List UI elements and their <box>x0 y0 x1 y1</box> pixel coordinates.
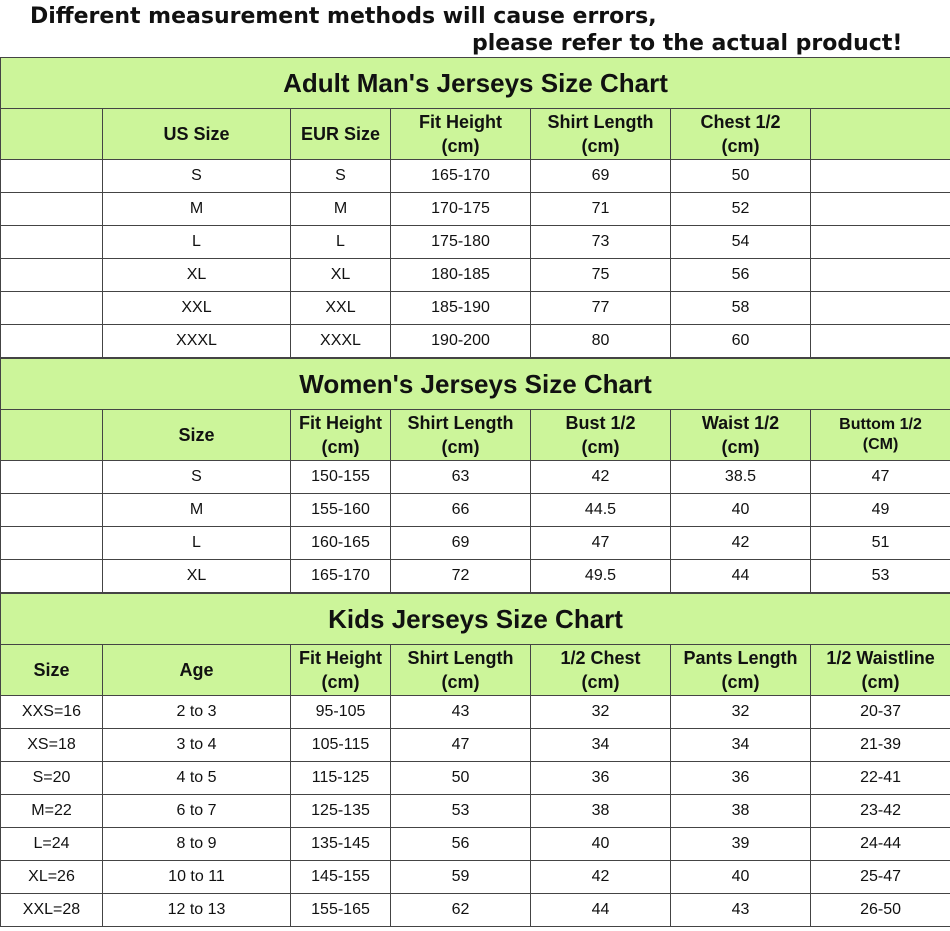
table-cell: 8 to 9 <box>103 828 291 861</box>
table-cell: 180-185 <box>391 259 531 292</box>
table-cell: 170-175 <box>391 193 531 226</box>
table-cell <box>1 560 103 593</box>
table-cell: 105-115 <box>291 729 391 762</box>
table-cell: 42 <box>671 527 811 560</box>
table-cell: 38 <box>531 795 671 828</box>
column-header: 1/2 Chest (cm) <box>531 645 671 696</box>
column-header: Fit Height (cm) <box>291 645 391 696</box>
table-cell: 49.5 <box>531 560 671 593</box>
table-cell: 53 <box>391 795 531 828</box>
table-cell <box>1 461 103 494</box>
header-row <box>1 645 950 696</box>
table-cell <box>811 160 950 193</box>
table-cell: M <box>291 193 391 226</box>
table-cell: 59 <box>391 861 531 894</box>
table-cell: 36 <box>671 762 811 795</box>
women-size-table <box>0 358 950 593</box>
column-header: Chest 1/2 (cm) <box>671 109 811 160</box>
table-cell: 60 <box>671 325 811 358</box>
table-cell: S <box>103 160 291 193</box>
table-row <box>1 461 950 494</box>
table-cell: 145-155 <box>291 861 391 894</box>
table-cell <box>1 325 103 358</box>
table-row <box>1 696 950 729</box>
column-header: Age <box>103 645 291 696</box>
table-cell: 20-37 <box>811 696 950 729</box>
table-cell: L <box>103 527 291 560</box>
table-cell: 52 <box>671 193 811 226</box>
table-cell: L <box>291 226 391 259</box>
table-cell: XXXL <box>103 325 291 358</box>
section-title: Women's Jerseys Size Chart <box>1 359 950 410</box>
table-cell: 54 <box>671 226 811 259</box>
column-header: Fit Height (cm) <box>391 109 531 160</box>
table-row <box>1 729 950 762</box>
table-cell: S=20 <box>1 762 103 795</box>
table-cell: 36 <box>531 762 671 795</box>
table-cell: XL=26 <box>1 861 103 894</box>
table-row <box>1 226 950 259</box>
table-cell: 43 <box>671 894 811 927</box>
table-cell: 175-180 <box>391 226 531 259</box>
table-cell: 44 <box>671 560 811 593</box>
table-cell: XXXL <box>291 325 391 358</box>
table-cell: 63 <box>391 461 531 494</box>
table-cell: 3 to 4 <box>103 729 291 762</box>
table-cell: 40 <box>671 494 811 527</box>
table-cell: 42 <box>531 461 671 494</box>
adult-men-size-table <box>0 57 950 358</box>
table-cell: 34 <box>531 729 671 762</box>
table-cell: 51 <box>811 527 950 560</box>
table-row <box>1 193 950 226</box>
table-cell: M=22 <box>1 795 103 828</box>
table-row <box>1 894 950 927</box>
table-row <box>1 160 950 193</box>
table-cell: XS=18 <box>1 729 103 762</box>
table-row <box>1 527 950 560</box>
table-cell: 26-50 <box>811 894 950 927</box>
table-cell: S <box>103 461 291 494</box>
kids-size-table <box>0 593 950 927</box>
column-header <box>1 410 103 461</box>
table-cell: 38.5 <box>671 461 811 494</box>
table-cell: M <box>103 494 291 527</box>
table-cell: 165-170 <box>391 160 531 193</box>
table-cell: 150-155 <box>291 461 391 494</box>
column-header: Size <box>1 645 103 696</box>
table-cell: 6 to 7 <box>103 795 291 828</box>
table-cell: 49 <box>811 494 950 527</box>
table-cell: 53 <box>811 560 950 593</box>
table-row <box>1 795 950 828</box>
table-cell <box>1 259 103 292</box>
table-cell: 69 <box>531 160 671 193</box>
table-cell: 12 to 13 <box>103 894 291 927</box>
table-cell: 34 <box>671 729 811 762</box>
table-cell: XXL=28 <box>1 894 103 927</box>
table-cell: 24-44 <box>811 828 950 861</box>
table-row <box>1 292 950 325</box>
table-cell: 10 to 11 <box>103 861 291 894</box>
table-row <box>1 560 950 593</box>
measurement-notice <box>0 0 950 57</box>
table-cell <box>811 325 950 358</box>
header-row <box>1 410 950 461</box>
column-header <box>811 109 950 160</box>
table-cell <box>811 292 950 325</box>
table-row <box>1 828 950 861</box>
section-title: Kids Jerseys Size Chart <box>1 594 950 645</box>
table-cell: 32 <box>531 696 671 729</box>
table-cell: 2 to 3 <box>103 696 291 729</box>
table-cell: 56 <box>391 828 531 861</box>
table-cell: 38 <box>671 795 811 828</box>
table-cell <box>1 494 103 527</box>
table-cell: 47 <box>531 527 671 560</box>
table-cell: 115-125 <box>291 762 391 795</box>
table-cell: 4 to 5 <box>103 762 291 795</box>
table-cell: 56 <box>671 259 811 292</box>
table-cell: S <box>291 160 391 193</box>
table-cell: XXL <box>291 292 391 325</box>
table-cell: 47 <box>391 729 531 762</box>
table-cell: 165-170 <box>291 560 391 593</box>
table-cell: 25-47 <box>811 861 950 894</box>
size-charts <box>0 57 950 927</box>
table-cell: L <box>103 226 291 259</box>
table-row <box>1 259 950 292</box>
table-cell: XL <box>103 560 291 593</box>
header-row <box>1 109 950 160</box>
table-cell: L=24 <box>1 828 103 861</box>
notice-line-1: Different measurement methods will cause errors, <box>30 4 657 29</box>
table-cell <box>811 226 950 259</box>
column-header: Bust 1/2 (cm) <box>531 410 671 461</box>
table-cell: 58 <box>671 292 811 325</box>
table-cell: 42 <box>531 861 671 894</box>
table-cell: 69 <box>391 527 531 560</box>
table-cell: XXL <box>103 292 291 325</box>
table-cell: XL <box>291 259 391 292</box>
table-cell: 80 <box>531 325 671 358</box>
table-cell: M <box>103 193 291 226</box>
table-cell: 44 <box>531 894 671 927</box>
column-header: EUR Size <box>291 109 391 160</box>
column-header: Shirt Length (cm) <box>391 645 531 696</box>
table-cell: 125-135 <box>291 795 391 828</box>
table-cell: 185-190 <box>391 292 531 325</box>
column-header: Waist 1/2 (cm) <box>671 410 811 461</box>
table-cell: 135-145 <box>291 828 391 861</box>
table-cell <box>1 226 103 259</box>
table-cell: 155-160 <box>291 494 391 527</box>
column-header: Buttom 1/2 (CM) <box>811 410 950 461</box>
table-cell: 71 <box>531 193 671 226</box>
table-cell: 66 <box>391 494 531 527</box>
column-header: 1/2 Waistline (cm) <box>811 645 950 696</box>
table-cell: 21-39 <box>811 729 950 762</box>
notice-line-2: please refer to the actual product! <box>472 31 903 56</box>
table-cell: 75 <box>531 259 671 292</box>
table-row <box>1 861 950 894</box>
column-header <box>1 109 103 160</box>
table-cell: 190-200 <box>391 325 531 358</box>
table-cell: 40 <box>671 861 811 894</box>
table-row <box>1 494 950 527</box>
table-cell: XL <box>103 259 291 292</box>
table-cell: XXS=16 <box>1 696 103 729</box>
table-cell <box>1 292 103 325</box>
table-cell: 40 <box>531 828 671 861</box>
table-cell <box>811 259 950 292</box>
table-cell: 62 <box>391 894 531 927</box>
table-cell: 39 <box>671 828 811 861</box>
table-cell: 44.5 <box>531 494 671 527</box>
column-header: Fit Height (cm) <box>291 410 391 461</box>
column-header: Size <box>103 410 291 461</box>
table-cell: 23-42 <box>811 795 950 828</box>
table-cell: 22-41 <box>811 762 950 795</box>
table-cell: 155-165 <box>291 894 391 927</box>
column-header: Shirt Length (cm) <box>531 109 671 160</box>
column-header: US Size <box>103 109 291 160</box>
table-cell <box>1 527 103 560</box>
table-cell: 50 <box>391 762 531 795</box>
table-row <box>1 325 950 358</box>
table-cell: 43 <box>391 696 531 729</box>
table-cell: 160-165 <box>291 527 391 560</box>
table-cell: 73 <box>531 226 671 259</box>
section-title: Adult Man's Jerseys Size Chart <box>1 58 950 109</box>
column-header: Shirt Length (cm) <box>391 410 531 461</box>
table-cell: 32 <box>671 696 811 729</box>
table-cell <box>811 193 950 226</box>
table-cell: 72 <box>391 560 531 593</box>
table-cell: 77 <box>531 292 671 325</box>
table-cell: 50 <box>671 160 811 193</box>
table-cell: 47 <box>811 461 950 494</box>
table-cell: 95-105 <box>291 696 391 729</box>
column-header: Pants Length (cm) <box>671 645 811 696</box>
table-cell <box>1 160 103 193</box>
table-row <box>1 762 950 795</box>
table-cell <box>1 193 103 226</box>
